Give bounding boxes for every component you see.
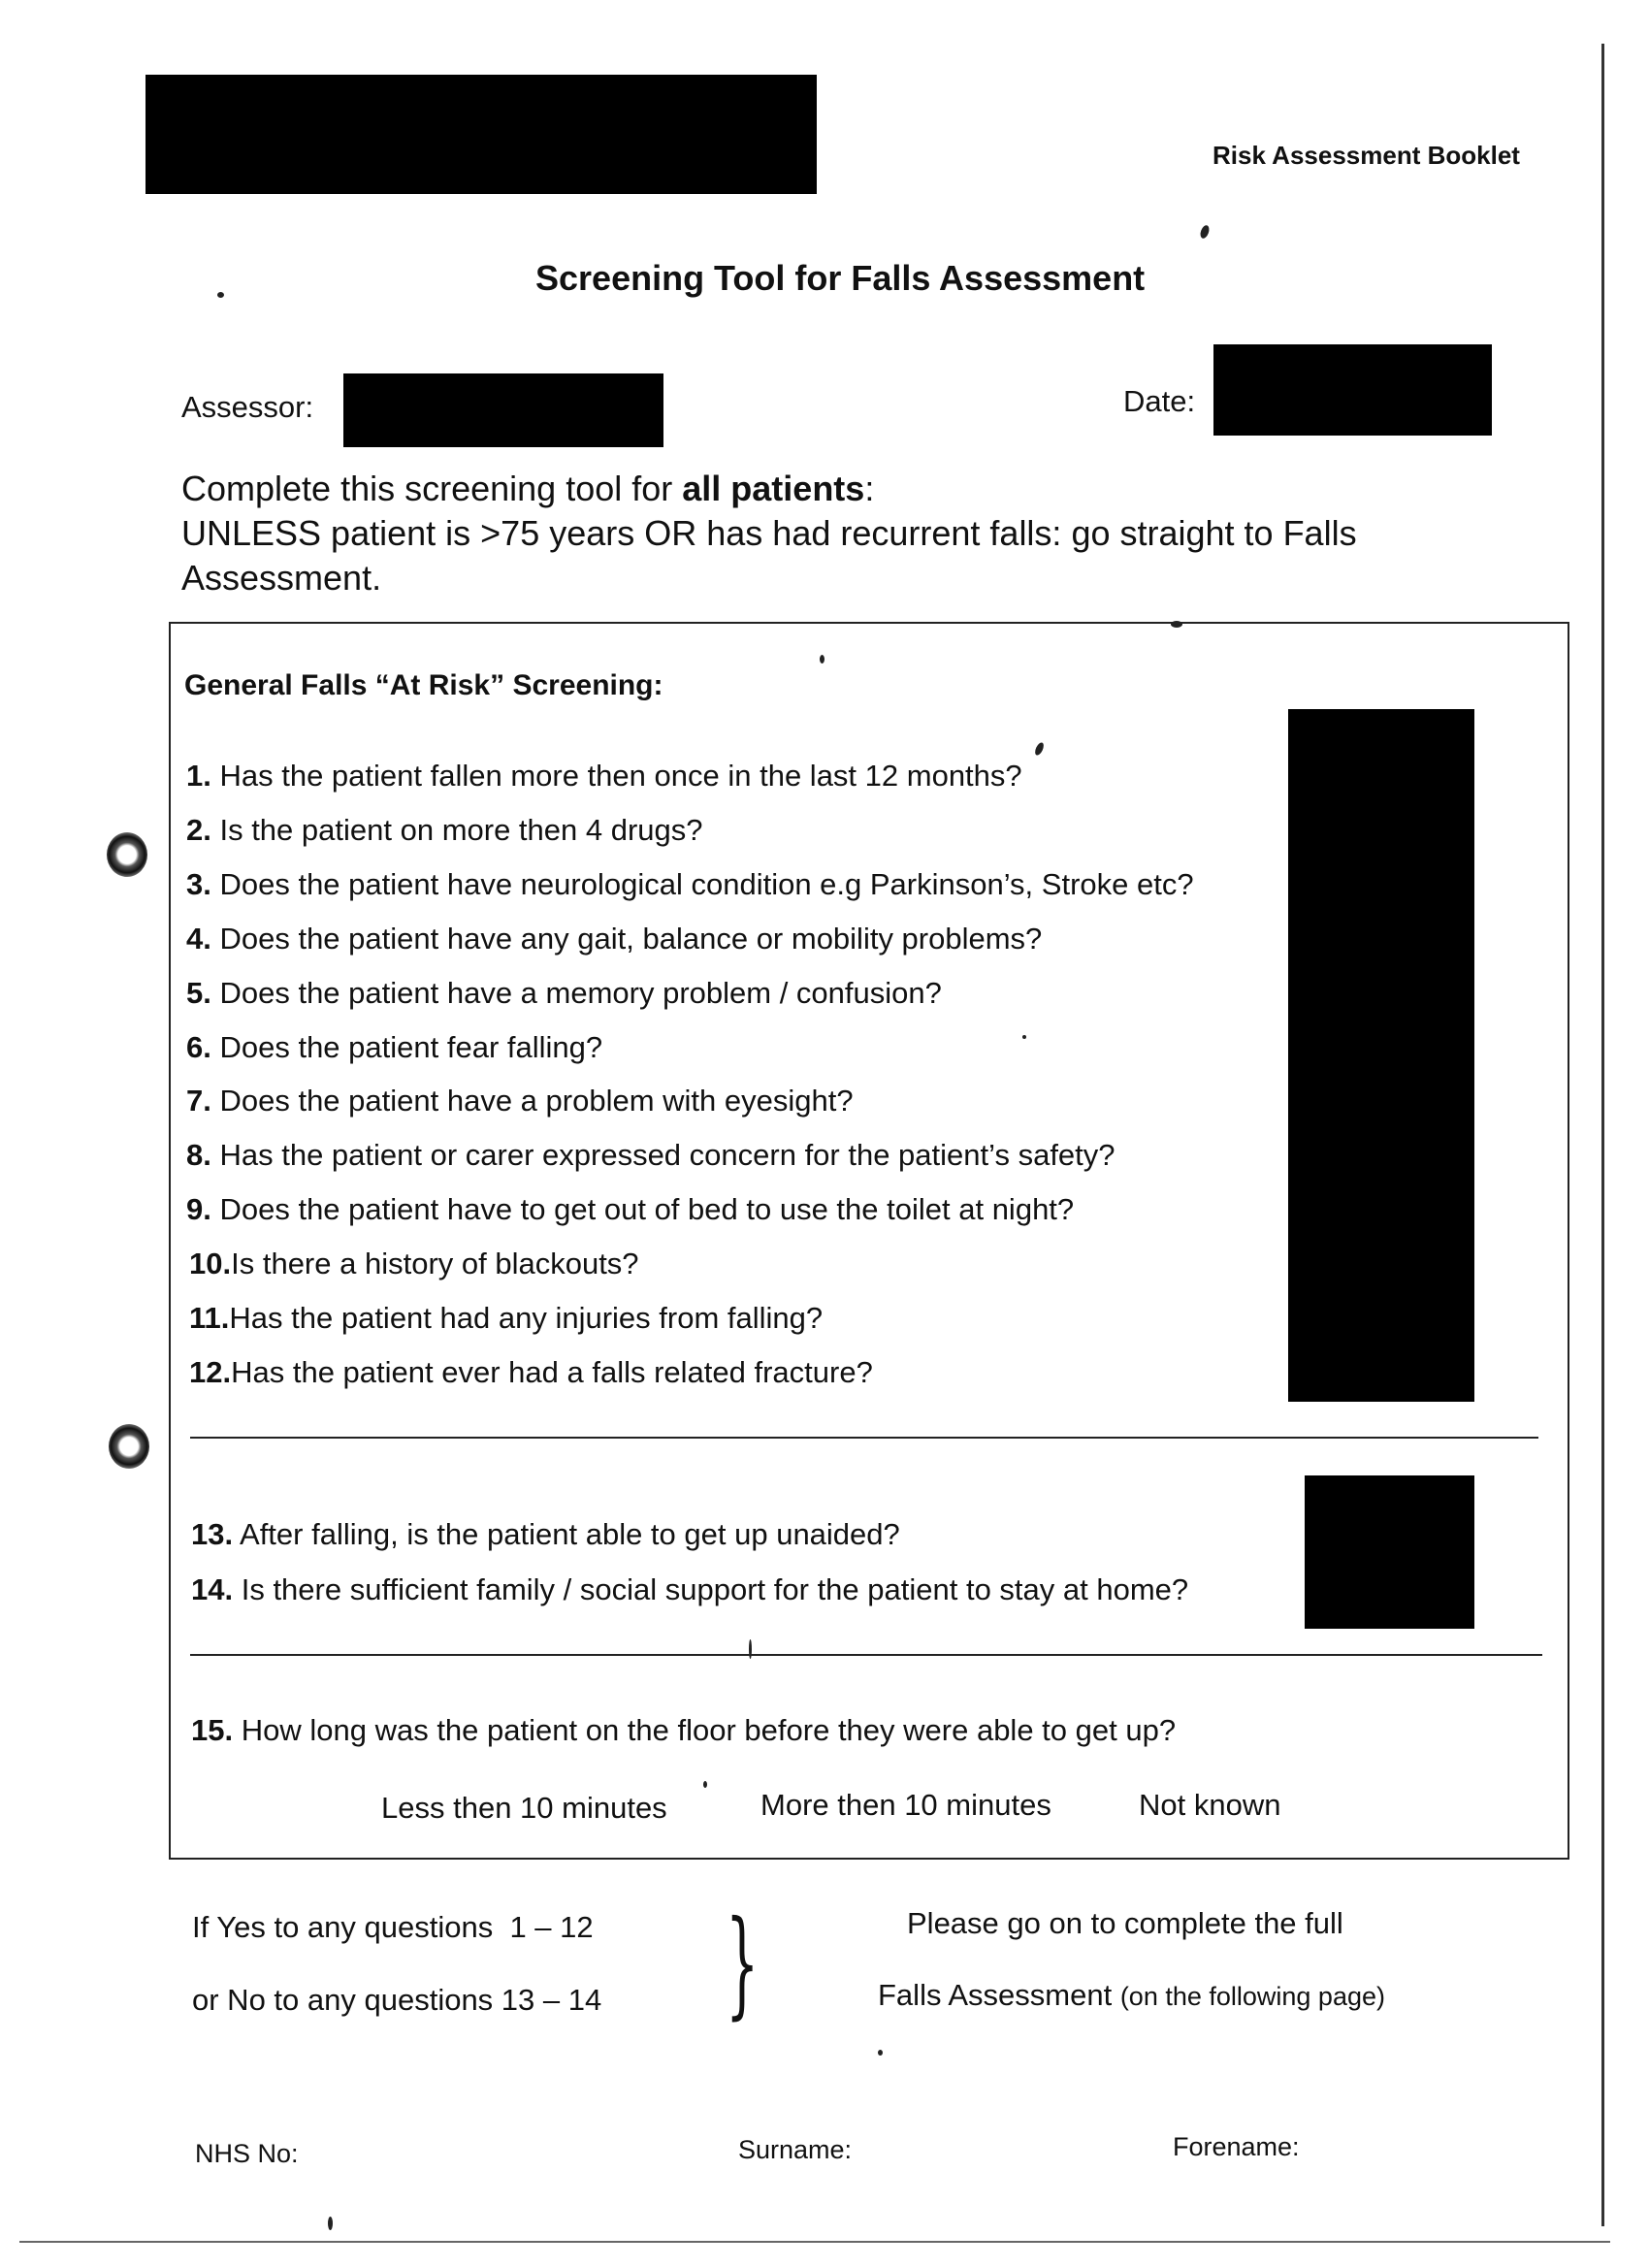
option-not-known: Not known	[1139, 1788, 1281, 1822]
form-title: Screening Tool for Falls Assessment	[535, 258, 1146, 298]
question-number: 9.	[186, 1192, 211, 1227]
assessor-label: Assessor:	[181, 390, 314, 424]
question-text: Is there sufficient family / social support for the patient to stay at home?	[233, 1572, 1189, 1606]
scan-edge-bottom	[19, 2241, 1610, 2243]
question-text: Does the patient fear falling?	[210, 1029, 603, 1064]
divider-2	[190, 1654, 1542, 1656]
binder-hole-bottom	[109, 1424, 149, 1469]
question-item	[189, 1299, 823, 1338]
question-item	[191, 1571, 1188, 1609]
question-text: Is there a history of blackouts?	[231, 1247, 639, 1281]
scan-speck	[328, 2217, 333, 2230]
question-text: Has the patient ever had a falls related fracture?	[231, 1354, 873, 1389]
instructions-line3: Assessment.	[181, 558, 382, 598]
question-number: 11.	[189, 1301, 230, 1335]
question-item	[186, 757, 1022, 795]
scan-speck	[1022, 1035, 1026, 1039]
action-line-2: Falls Assessment (on the following page)	[878, 1978, 1385, 2012]
scan-speck	[217, 292, 224, 298]
option-more-10: More then 10 minutes	[760, 1788, 1051, 1822]
question-number: 6.	[186, 1029, 211, 1064]
date-label: Date:	[1123, 384, 1196, 418]
scan-speck	[1171, 621, 1182, 628]
question-item	[186, 920, 1042, 958]
question-number: 10.	[189, 1247, 232, 1281]
question-item	[189, 1245, 639, 1283]
question-text: Does the patient have a memory problem / confusion?	[210, 975, 942, 1010]
question-number: 12.	[189, 1354, 232, 1389]
question-text: Has the patient fallen more then once in the last 12 months?	[210, 759, 1022, 793]
question-item	[191, 1515, 900, 1554]
question-number: 15.	[191, 1713, 234, 1747]
question-number: 7.	[186, 1084, 211, 1118]
question-text: Does the patient have neurological condition e.g Parkinson’s, Stroke etc?	[210, 866, 1194, 901]
scan-speck	[1199, 224, 1211, 240]
question-item	[186, 811, 703, 850]
binder-hole-top	[107, 832, 147, 877]
question-text: Has the patient had any injuries from falling?	[229, 1301, 824, 1335]
condition-line-2: or No to any questions 13 – 14	[192, 1983, 602, 2017]
brace: }	[726, 1896, 760, 2031]
question-text: How long was the patient on the floor before they were able to get up?	[233, 1713, 1177, 1747]
redacted-assessor	[343, 373, 663, 447]
redacted-answers-13-14	[1305, 1475, 1474, 1629]
action-line-1: Please go on to complete the full	[907, 1906, 1343, 1940]
screening-heading: General Falls “At Risk” Screening:	[184, 669, 663, 701]
question-item	[186, 1082, 854, 1120]
question-number: 4.	[186, 921, 211, 956]
question-number: 1.	[186, 759, 211, 793]
question-number: 2.	[186, 812, 211, 847]
question-text: After falling, is the patient able to get up unaided?	[233, 1517, 900, 1551]
question-text: Does the patient have any gait, balance or mobility problems?	[210, 921, 1043, 956]
question-item	[186, 1190, 1074, 1229]
scan-speck	[878, 2050, 883, 2056]
question-item	[186, 974, 942, 1013]
booklet-title: Risk Assessment Booklet	[1212, 141, 1520, 170]
redacted-date	[1213, 344, 1492, 436]
question-text: Does the patient have a problem with eyesight?	[210, 1084, 854, 1118]
forename-label: Forename:	[1173, 2132, 1300, 2161]
question-number: 8.	[186, 1138, 211, 1173]
question-15	[191, 1711, 1176, 1750]
surname-label: Surname:	[738, 2135, 853, 2164]
scan-edge-right	[1601, 44, 1604, 2226]
question-text: Is the patient on more then 4 drugs?	[210, 812, 703, 847]
question-text: Does the patient have to get out of bed to use the toilet at night?	[210, 1192, 1075, 1227]
condition-line-1: If Yes to any questions 1 – 12	[192, 1910, 594, 1944]
redacted-answers-1-12	[1288, 709, 1474, 1402]
question-number: 5.	[186, 975, 211, 1010]
option-less-10: Less then 10 minutes	[381, 1791, 667, 1825]
question-number: 14.	[191, 1572, 234, 1606]
question-item	[186, 1028, 602, 1067]
scan-speck	[703, 1781, 707, 1788]
question-item	[186, 865, 1194, 904]
instructions-line1: Complete this screening tool for all patients:	[181, 469, 875, 508]
instructions-line2: UNLESS patient is >75 years OR has had recurrent falls: go straight to Falls	[181, 513, 1357, 553]
question-item	[189, 1353, 873, 1392]
divider-1	[190, 1437, 1538, 1439]
nhs-number-label: NHS No:	[195, 2139, 299, 2168]
question-text: Has the patient or carer expressed concern for the patient’s safety?	[210, 1138, 1116, 1173]
redacted-logo	[146, 75, 817, 194]
question-number: 3.	[186, 866, 211, 901]
question-item	[186, 1136, 1116, 1175]
question-number: 13.	[191, 1517, 234, 1551]
scan-speck	[820, 655, 824, 664]
instructions	[181, 467, 1559, 600]
scan-speck	[749, 1639, 752, 1659]
